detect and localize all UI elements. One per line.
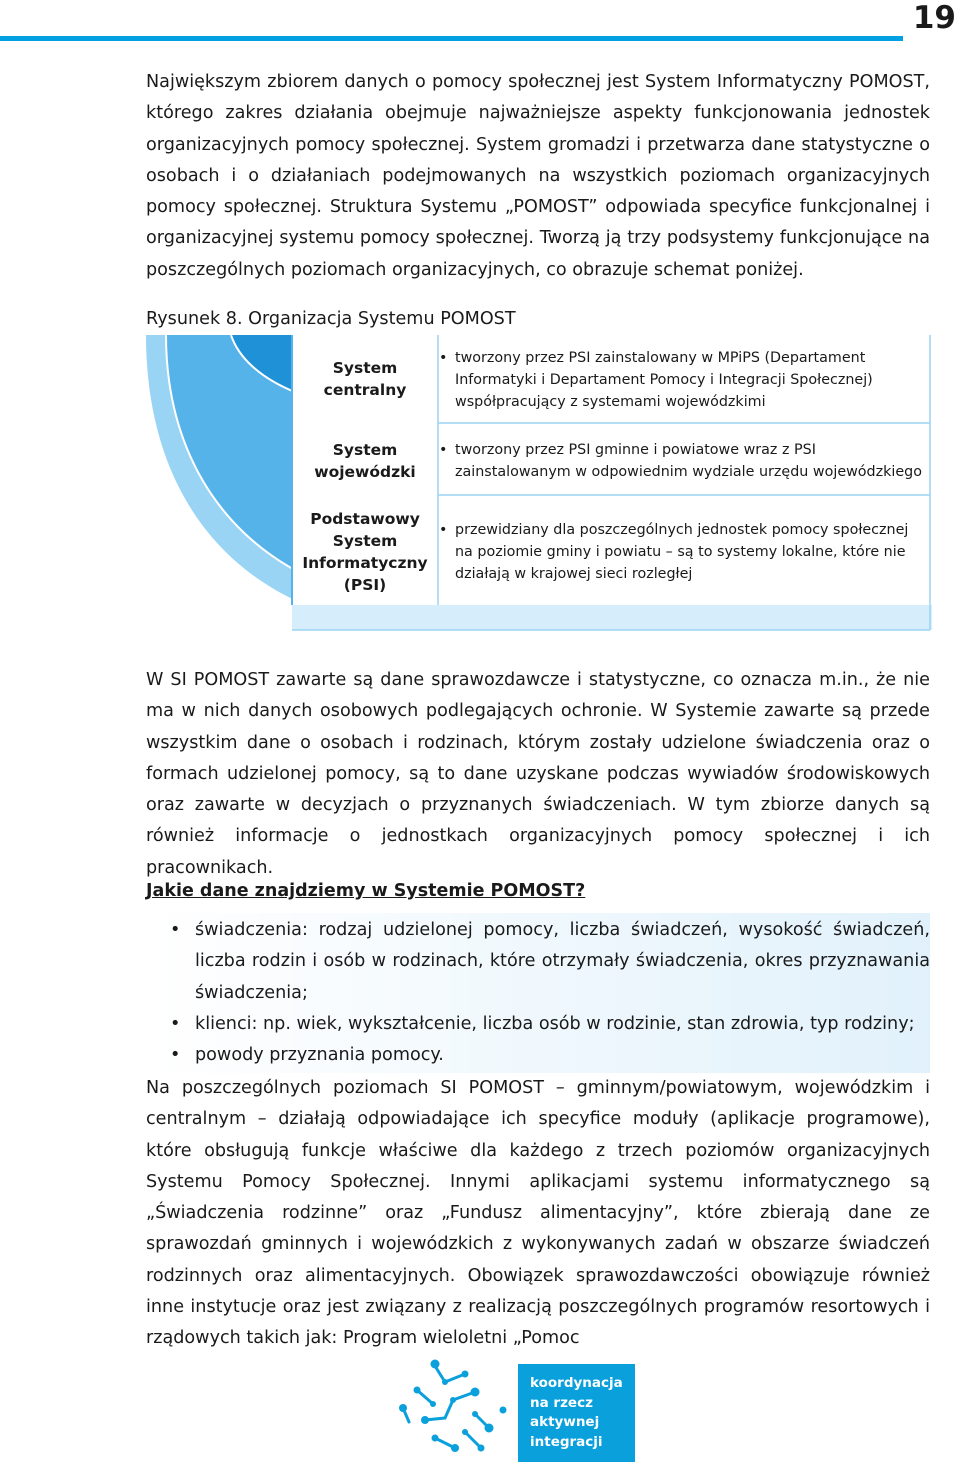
logo-text-line: aktywnej xyxy=(530,1414,600,1430)
network-nodes-icon xyxy=(395,1352,511,1462)
logo-text-line: integracji xyxy=(530,1433,603,1450)
bullet: • xyxy=(170,1013,181,1034)
list-item-text: klienci: np. wiek, wykształcenie, liczba osób w rodzinie, stan zdrowia, typ rodziny; xyxy=(195,1013,915,1034)
level-3-label: Podstawowy System Informatyczny (PSI) xyxy=(302,510,428,594)
bullet: • xyxy=(439,442,448,458)
level-1-description-text: tworzony przez PSI zainstalowany w MPiPS (Departament Informatyki i Departament Pomocy i Integracji Społecznej) współpracujący z systemami wojewódzkimi xyxy=(455,350,873,410)
logo-text xyxy=(530,1374,634,1452)
page-number: 19 xyxy=(912,0,956,36)
figure-caption: Rysunek 8. Organizacja Systemu POMOST xyxy=(146,309,516,329)
level-3-description-text: przewidziany dla poszczególnych jednostek pomocy społecznej na poziomie gminy i powiatu – są to systemy lokalne, które nie działają w krajowej sieci rozległej xyxy=(455,522,909,582)
bullet: • xyxy=(439,350,448,366)
header-rule xyxy=(0,36,903,41)
level-3-strip xyxy=(292,605,932,630)
data-description-paragraph: W SI POMOST zawarte są dane sprawozdawcze i statystyczne, co oznacza m.in., że nie ma w nich danych osobowych podlegających ochronie. W Systemie zawarte są przede wszystkim dane o osobach i rodzinach, którym zostały udzielone świadczenia oraz o formach udzielonej pomocy, są to dane uzyskane podczas wywiadów środowiskowych oraz zawarte w decyzjach o przyznanych świadczeniach. W tym zbiorze danych są również informacje o jednostkach organizacyjnych pomocy społecznej i ich pracownikach. xyxy=(146,670,930,878)
list-item-text: powody przyznania pomocy. xyxy=(195,1045,444,1066)
bullet: • xyxy=(170,920,181,940)
pomost-diagram xyxy=(146,335,936,647)
level-2-description-text: tworzony przez PSI gminne i powiatowe wraz z PSI zainstalowanym w odpowiednim wydziale urzędu wojewódzkiego xyxy=(455,442,923,480)
level-2-label: System wojewódzki xyxy=(314,441,416,481)
bullet: • xyxy=(170,1045,181,1066)
list-item xyxy=(146,1009,930,1040)
level-2-description xyxy=(439,439,929,483)
logo-text-line: koordynacja xyxy=(530,1375,623,1391)
list-item xyxy=(146,1040,930,1071)
level-3-description xyxy=(439,519,929,585)
modules-paragraph: Na poszczególnych poziomach SI POMOST – gminnym/powiatowym, wojewódzkim i centralnym – działają odpowiadające ich specyfice moduły (aplikacje programowe), które obsługują funkcje właściwe dla każdego z trzech poziomów organizacyjnych Systemu Pomocy Społecznej. Innymi aplikacjami systemu informatycznego są „Świadczenia rodzinne” oraz „Fundusz alimentacyjny”, które zbierają dane ze sprawozdań gminnych i wojewódzkich z wykonywanych zadań w obszarze świadczeń rodzinnych oraz alimentacyjnych. Obowiązek sprawozdawczości obowiązuje również inne instytucje oraz jest związany z realizacją poszczególnych programów resortowych i rządowych takich jak: Program wieloletni „Pomoc xyxy=(146,1078,930,1349)
data-list xyxy=(146,915,930,1071)
bullet: • xyxy=(439,522,448,538)
section-heading: Jakie dane znajdziemy w Systemie POMOST? xyxy=(146,881,586,901)
level-1-label: System centralny xyxy=(323,359,407,399)
list-item-text: świadczenia: rodzaj udzielonej pomocy, liczba świadczeń, wysokość świadczeń, liczba rodzin i osób w rodzinach, które otrzymały świadczenia, okres przyznawania świadczenia; xyxy=(195,920,930,1003)
intro-paragraph: Największym zbiorem danych o pomocy społecznej jest System Informatyczny POMOST, którego zakres działania obejmuje najważniejsze aspekty funkcjonowania jednostek organizacyjnych pomocy społecznej. System gromadzi i przetwarza dane statystyczne o osobach i o działaniach podejmowanych na wszystkich poziomach organizacyjnych pomocy społecznej. Struktura Systemu „POMOST” odpowiada specyfice funkcjonalnej i organizacyjnej systemu pomocy społecznej. Tworzą ją trzy podsystemy funkcjonujące na poszczególnych poziomach organizacyjnych, co obrazuje schemat poniżej. xyxy=(146,72,930,280)
logo-text-line: na rzecz xyxy=(530,1394,593,1411)
list-item xyxy=(146,915,930,1009)
level-1-description xyxy=(439,347,929,413)
